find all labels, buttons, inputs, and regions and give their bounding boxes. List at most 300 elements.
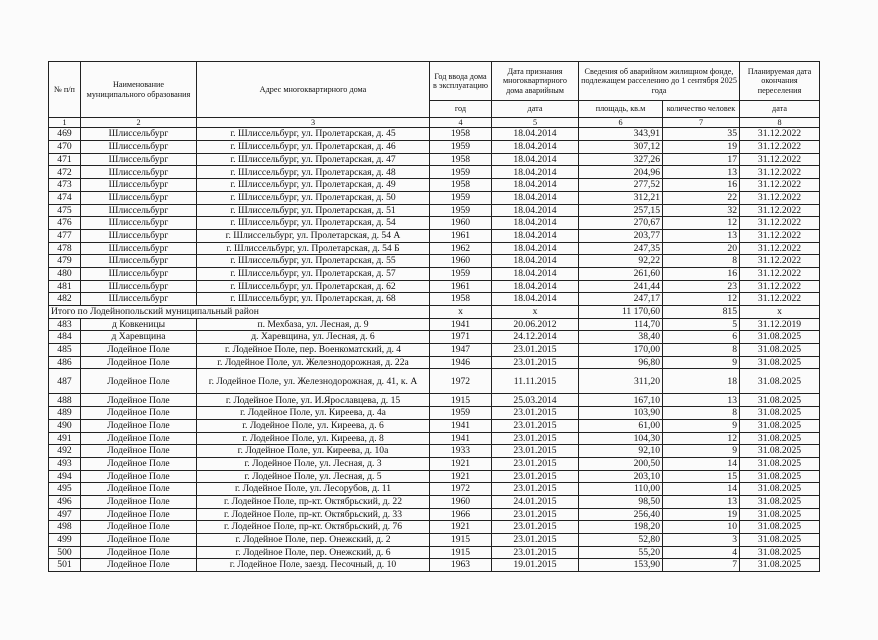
- cell-year: 1963: [430, 559, 492, 572]
- cell-date: 18.04.2014: [492, 229, 579, 242]
- table-row: [49, 331, 820, 344]
- cell-municipality: Лодейное Поле: [81, 546, 197, 559]
- table-row: [49, 534, 820, 547]
- table-row: [49, 445, 820, 458]
- cell-address: г. Лодейное Поле, пр-кт. Октябрьский, д. 76: [197, 521, 430, 534]
- cell-plan: 31.12.2022: [740, 141, 820, 154]
- cell-num: 474: [49, 191, 81, 204]
- cell-year: 1958: [430, 128, 492, 141]
- cell-plan: 31.08.2025: [740, 356, 820, 369]
- cell-date: 23.01.2015: [492, 356, 579, 369]
- cell-date: 25.03.2014: [492, 394, 579, 407]
- cell-date: 23.01.2015: [492, 445, 579, 458]
- table-body-group1: [49, 128, 820, 306]
- table-row: [49, 179, 820, 192]
- cell-year: 1959: [430, 141, 492, 154]
- cell-date: 18.04.2014: [492, 128, 579, 141]
- cell-people: 19: [663, 141, 740, 154]
- cell-address: г. Лодейное Поле, ул. Киреева, д. 6: [197, 419, 430, 432]
- cell-municipality: Лодейное Поле: [81, 356, 197, 369]
- cell-year: 1959: [430, 407, 492, 420]
- cell-people: 16: [663, 179, 740, 192]
- cell-people: 17: [663, 153, 740, 166]
- cell-date: 18.04.2014: [492, 217, 579, 230]
- cell-year: 1941: [430, 419, 492, 432]
- cell-area: 241,44: [579, 280, 663, 293]
- cell-plan: 31.08.2025: [740, 508, 820, 521]
- header-date: Дата признания многоквартирного дома аварийным: [492, 62, 579, 101]
- header-address: Адрес многоквартирного дома: [197, 62, 430, 118]
- cell-plan: 31.12.2022: [740, 179, 820, 192]
- cell-area: 261,60: [579, 267, 663, 280]
- cell-num: 490: [49, 419, 81, 432]
- cell-num: 494: [49, 470, 81, 483]
- cell-municipality: Лодейное Поле: [81, 470, 197, 483]
- table-row: [49, 141, 820, 154]
- cell-area: 103,90: [579, 407, 663, 420]
- cell-area: 270,67: [579, 217, 663, 230]
- cell-year: 1941: [430, 318, 492, 331]
- cell-year: 1958: [430, 179, 492, 192]
- cell-plan: 31.12.2022: [740, 267, 820, 280]
- cell-municipality: Шлиссельбург: [81, 191, 197, 204]
- cell-address: г. Лодейное Поле, заезд. Песочный, д. 10: [197, 559, 430, 572]
- cell-num: 480: [49, 267, 81, 280]
- cell-num: 477: [49, 229, 81, 242]
- cell-address: г. Шлиссельбург, ул. Пролетарская, д. 45: [197, 128, 430, 141]
- cell-plan: 31.12.2022: [740, 128, 820, 141]
- cell-people: 9: [663, 445, 740, 458]
- cell-area: 153,90: [579, 559, 663, 572]
- cell-people: 12: [663, 217, 740, 230]
- table-row: [49, 559, 820, 572]
- cell-plan: 31.08.2025: [740, 521, 820, 534]
- cell-people: 19: [663, 508, 740, 521]
- cell-area: 277,52: [579, 179, 663, 192]
- header-plan: Планируемая дата окончания переселения: [740, 62, 820, 101]
- cell-year: 1921: [430, 521, 492, 534]
- subheader-people: количество человек: [663, 101, 740, 118]
- cell-area: 343,91: [579, 128, 663, 141]
- cell-num: 500: [49, 546, 81, 559]
- cell-area: 96,80: [579, 356, 663, 369]
- cell-date: 23.01.2015: [492, 432, 579, 445]
- cell-num: 469: [49, 128, 81, 141]
- cell-year: 1941: [430, 432, 492, 445]
- cell-address: г. Шлиссельбург, ул. Пролетарская, д. 49: [197, 179, 430, 192]
- cell-num: 484: [49, 331, 81, 344]
- cell-date: 24.01.2015: [492, 495, 579, 508]
- cell-area: 203,10: [579, 470, 663, 483]
- cell-area: 114,70: [579, 318, 663, 331]
- cell-municipality: Шлиссельбург: [81, 229, 197, 242]
- header-info: Сведения об аварийном жилищном фонде, подлежащем расселению до 1 сентября 2025 года: [579, 62, 740, 101]
- index-cell: 1: [49, 118, 81, 128]
- cell-plan: 31.08.2025: [740, 419, 820, 432]
- cell-num: 482: [49, 293, 81, 306]
- subheader-plan: дата: [740, 101, 820, 118]
- cell-plan: 31.08.2025: [740, 445, 820, 458]
- cell-area: 327,26: [579, 153, 663, 166]
- cell-date: 18.04.2014: [492, 179, 579, 192]
- cell-area: 247,17: [579, 293, 663, 306]
- index-cell: 3: [197, 118, 430, 128]
- cell-people: 12: [663, 293, 740, 306]
- cell-municipality: Лодейное Поле: [81, 457, 197, 470]
- cell-date: 24.12.2014: [492, 331, 579, 344]
- cell-address: г. Лодейное Поле, ул. Железнодорожная, д. 22а: [197, 356, 430, 369]
- cell-address: г. Лодейное Поле, ул. Железнодорожная, д. 41, к. А: [197, 369, 430, 394]
- cell-plan: 31.12.2022: [740, 293, 820, 306]
- cell-municipality: д Харевщина: [81, 331, 197, 344]
- total-label: Итого по Лодейнопольский муниципальный район: [49, 306, 430, 319]
- total-people: 815: [663, 306, 740, 319]
- cell-area: 311,20: [579, 369, 663, 394]
- cell-num: 481: [49, 280, 81, 293]
- cell-area: 198,20: [579, 521, 663, 534]
- cell-people: 20: [663, 242, 740, 255]
- table-row: [49, 204, 820, 217]
- cell-num: 493: [49, 457, 81, 470]
- cell-num: 479: [49, 255, 81, 268]
- table-row: [49, 255, 820, 268]
- cell-municipality: Лодейное Поле: [81, 521, 197, 534]
- cell-address: г. Шлиссельбург, ул. Пролетарская, д. 48: [197, 166, 430, 179]
- cell-year: 1960: [430, 255, 492, 268]
- cell-address: г. Шлиссельбург, ул. Пролетарская, д. 62: [197, 280, 430, 293]
- cell-address: г. Шлиссельбург, ул. Пролетарская, д. 68: [197, 293, 430, 306]
- cell-year: 1959: [430, 267, 492, 280]
- cell-date: 18.04.2014: [492, 267, 579, 280]
- cell-people: 14: [663, 457, 740, 470]
- cell-year: 1958: [430, 293, 492, 306]
- cell-plan: 31.12.2022: [740, 229, 820, 242]
- cell-municipality: Шлиссельбург: [81, 204, 197, 217]
- total-row: [49, 306, 820, 319]
- cell-year: 1958: [430, 153, 492, 166]
- cell-address: г. Шлиссельбург, ул. Пролетарская, д. 57: [197, 267, 430, 280]
- cell-municipality: Шлиссельбург: [81, 267, 197, 280]
- cell-people: 18: [663, 369, 740, 394]
- table-row: [49, 128, 820, 141]
- cell-people: 8: [663, 255, 740, 268]
- cell-num: 478: [49, 242, 81, 255]
- cell-municipality: Лодейное Поле: [81, 495, 197, 508]
- header-municipality: Наименование муниципального образования: [81, 62, 197, 118]
- cell-year: 1959: [430, 191, 492, 204]
- table-row: [49, 153, 820, 166]
- table-row: [49, 457, 820, 470]
- cell-plan: 31.12.2022: [740, 204, 820, 217]
- index-cell: 4: [430, 118, 492, 128]
- cell-num: 491: [49, 432, 81, 445]
- cell-municipality: Лодейное Поле: [81, 483, 197, 496]
- cell-address: г. Лодейное Поле, пр-кт. Октябрьский, д. 22: [197, 495, 430, 508]
- cell-municipality: Лодейное Поле: [81, 432, 197, 445]
- table-body-group2: [49, 318, 820, 571]
- cell-date: 23.01.2015: [492, 344, 579, 357]
- cell-plan: 31.08.2025: [740, 457, 820, 470]
- table-row: [49, 293, 820, 306]
- table-row: [49, 407, 820, 420]
- cell-municipality: Шлиссельбург: [81, 179, 197, 192]
- cell-municipality: Шлиссельбург: [81, 128, 197, 141]
- cell-municipality: д Ковкеницы: [81, 318, 197, 331]
- cell-date: 23.01.2015: [492, 483, 579, 496]
- cell-date: 19.01.2015: [492, 559, 579, 572]
- index-cell: 2: [81, 118, 197, 128]
- cell-plan: 31.08.2025: [740, 369, 820, 394]
- cell-plan: 31.12.2022: [740, 166, 820, 179]
- cell-address: г. Шлиссельбург, ул. Пролетарская, д. 55: [197, 255, 430, 268]
- cell-year: 1933: [430, 445, 492, 458]
- cell-date: 18.04.2014: [492, 280, 579, 293]
- cell-year: 1960: [430, 495, 492, 508]
- cell-people: 6: [663, 331, 740, 344]
- cell-plan: 31.08.2025: [740, 534, 820, 547]
- cell-plan: 31.12.2022: [740, 255, 820, 268]
- cell-address: г. Шлиссельбург, ул. Пролетарская, д. 47: [197, 153, 430, 166]
- cell-address: г. Лодейное Поле, ул. Лесная, д. 3: [197, 457, 430, 470]
- cell-address: г. Лодейное Поле, ул. Киреева, д. 4а: [197, 407, 430, 420]
- cell-date: 23.01.2015: [492, 534, 579, 547]
- cell-date: 18.04.2014: [492, 191, 579, 204]
- cell-area: 247,35: [579, 242, 663, 255]
- cell-area: 204,96: [579, 166, 663, 179]
- cell-area: 104,30: [579, 432, 663, 445]
- cell-num: 485: [49, 344, 81, 357]
- cell-municipality: Лодейное Поле: [81, 344, 197, 357]
- cell-people: 7: [663, 559, 740, 572]
- table-row: [49, 521, 820, 534]
- cell-year: 1972: [430, 369, 492, 394]
- cell-people: 15: [663, 470, 740, 483]
- cell-municipality: Лодейное Поле: [81, 534, 197, 547]
- index-cell: 6: [579, 118, 663, 128]
- cell-year: 1966: [430, 508, 492, 521]
- cell-people: 4: [663, 546, 740, 559]
- table-row: [49, 432, 820, 445]
- cell-date: 23.01.2015: [492, 521, 579, 534]
- table-row: [49, 217, 820, 230]
- cell-municipality: Лодейное Поле: [81, 407, 197, 420]
- cell-num: 471: [49, 153, 81, 166]
- cell-address: п. Мехбаза, ул. Лесная, д. 9: [197, 318, 430, 331]
- cell-area: 257,15: [579, 204, 663, 217]
- cell-date: 23.01.2015: [492, 407, 579, 420]
- cell-address: д. Харевщина, ул. Лесная, д. 6: [197, 331, 430, 344]
- table-row: [49, 191, 820, 204]
- cell-year: 1915: [430, 394, 492, 407]
- cell-people: 13: [663, 394, 740, 407]
- cell-num: 496: [49, 495, 81, 508]
- cell-area: 203,77: [579, 229, 663, 242]
- cell-num: 473: [49, 179, 81, 192]
- cell-people: 5: [663, 318, 740, 331]
- index-cell: 8: [740, 118, 820, 128]
- cell-year: 1972: [430, 483, 492, 496]
- cell-area: 55,20: [579, 546, 663, 559]
- cell-area: 167,10: [579, 394, 663, 407]
- cell-address: г. Шлиссельбург, ул. Пролетарская, д. 50: [197, 191, 430, 204]
- cell-municipality: Шлиссельбург: [81, 242, 197, 255]
- cell-municipality: Шлиссельбург: [81, 217, 197, 230]
- total-date: х: [492, 306, 579, 319]
- cell-people: 8: [663, 344, 740, 357]
- index-cell: 7: [663, 118, 740, 128]
- cell-address: г. Шлиссельбург, ул. Пролетарская, д. 51: [197, 204, 430, 217]
- cell-num: 497: [49, 508, 81, 521]
- cell-address: г. Шлиссельбург, ул. Пролетарская, д. 54: [197, 217, 430, 230]
- cell-num: 488: [49, 394, 81, 407]
- cell-municipality: Лодейное Поле: [81, 394, 197, 407]
- cell-plan: 31.08.2025: [740, 546, 820, 559]
- cell-area: 170,00: [579, 344, 663, 357]
- cell-municipality: Лодейное Поле: [81, 508, 197, 521]
- cell-plan: 31.08.2025: [740, 344, 820, 357]
- cell-date: 23.01.2015: [492, 470, 579, 483]
- cell-address: г. Лодейное Поле, ул. И.Ярославцева, д. 15: [197, 394, 430, 407]
- cell-year: 1921: [430, 470, 492, 483]
- cell-address: г. Шлиссельбург, ул. Пролетарская, д. 54 Б: [197, 242, 430, 255]
- table-header: [49, 62, 820, 128]
- cell-area: 200,50: [579, 457, 663, 470]
- relocation-table: [48, 61, 820, 572]
- cell-num: 489: [49, 407, 81, 420]
- cell-year: 1959: [430, 204, 492, 217]
- cell-people: 32: [663, 204, 740, 217]
- cell-area: 92,10: [579, 445, 663, 458]
- cell-address: г. Лодейное Поле, ул. Киреева, д. 8: [197, 432, 430, 445]
- cell-people: 13: [663, 495, 740, 508]
- cell-num: 495: [49, 483, 81, 496]
- total-plan: х: [740, 306, 820, 319]
- cell-num: 483: [49, 318, 81, 331]
- cell-municipality: Лодейное Поле: [81, 369, 197, 394]
- cell-plan: 31.08.2025: [740, 483, 820, 496]
- table-row: [49, 318, 820, 331]
- cell-date: 18.04.2014: [492, 255, 579, 268]
- table-row: [49, 470, 820, 483]
- cell-plan: 31.12.2022: [740, 280, 820, 293]
- subheader-area: площадь, кв.м: [579, 101, 663, 118]
- table-row: [49, 546, 820, 559]
- cell-num: 501: [49, 559, 81, 572]
- cell-municipality: Шлиссельбург: [81, 293, 197, 306]
- cell-num: 486: [49, 356, 81, 369]
- cell-year: 1947: [430, 344, 492, 357]
- cell-year: 1946: [430, 356, 492, 369]
- cell-year: 1915: [430, 534, 492, 547]
- cell-area: 98,50: [579, 495, 663, 508]
- header-num: № п/п: [49, 62, 81, 118]
- cell-year: 1971: [430, 331, 492, 344]
- cell-people: 3: [663, 534, 740, 547]
- cell-plan: 31.08.2025: [740, 432, 820, 445]
- cell-date: 18.04.2014: [492, 166, 579, 179]
- cell-people: 13: [663, 229, 740, 242]
- cell-num: 499: [49, 534, 81, 547]
- cell-plan: 31.12.2022: [740, 217, 820, 230]
- cell-address: г. Шлиссельбург, ул. Пролетарская, д. 46: [197, 141, 430, 154]
- cell-date: 18.04.2014: [492, 293, 579, 306]
- cell-plan: 31.08.2025: [740, 470, 820, 483]
- cell-year: 1915: [430, 546, 492, 559]
- cell-plan: 31.12.2022: [740, 242, 820, 255]
- cell-num: 476: [49, 217, 81, 230]
- cell-num: 487: [49, 369, 81, 394]
- cell-date: 20.06.2012: [492, 318, 579, 331]
- cell-plan: 31.12.2022: [740, 191, 820, 204]
- cell-people: 22: [663, 191, 740, 204]
- cell-num: 470: [49, 141, 81, 154]
- cell-plan: 31.08.2025: [740, 495, 820, 508]
- cell-address: г. Шлиссельбург, ул. Пролетарская, д. 54 А: [197, 229, 430, 242]
- cell-year: 1959: [430, 166, 492, 179]
- index-cell: 5: [492, 118, 579, 128]
- cell-year: 1961: [430, 280, 492, 293]
- total-area: 11 170,60: [579, 306, 663, 319]
- cell-num: 472: [49, 166, 81, 179]
- cell-year: 1960: [430, 217, 492, 230]
- cell-municipality: Лодейное Поле: [81, 445, 197, 458]
- cell-municipality: Лодейное Поле: [81, 419, 197, 432]
- cell-address: г. Лодейное Поле, ул. Лесорубов, д. 11: [197, 483, 430, 496]
- table-row: [49, 394, 820, 407]
- cell-plan: 31.08.2025: [740, 407, 820, 420]
- cell-municipality: Шлиссельбург: [81, 141, 197, 154]
- table-row: [49, 419, 820, 432]
- cell-address: г. Лодейное Поле, пер. Онежский, д. 2: [197, 534, 430, 547]
- cell-year: 1961: [430, 229, 492, 242]
- cell-people: 35: [663, 128, 740, 141]
- cell-area: 92,22: [579, 255, 663, 268]
- cell-area: 38,40: [579, 331, 663, 344]
- cell-municipality: Шлиссельбург: [81, 166, 197, 179]
- cell-date: 23.01.2015: [492, 457, 579, 470]
- total-year: х: [430, 306, 492, 319]
- cell-address: г. Лодейное Поле, пр-кт. Октябрьский, д. 33: [197, 508, 430, 521]
- cell-area: 256,40: [579, 508, 663, 521]
- table-row: [49, 166, 820, 179]
- table-row: [49, 508, 820, 521]
- cell-plan: 31.08.2025: [740, 331, 820, 344]
- cell-municipality: Шлиссельбург: [81, 255, 197, 268]
- cell-plan: 31.12.2019: [740, 318, 820, 331]
- table-row: [49, 267, 820, 280]
- cell-municipality: Лодейное Поле: [81, 559, 197, 572]
- table-row: [49, 344, 820, 357]
- cell-date: 18.04.2014: [492, 153, 579, 166]
- cell-address: г. Лодейное Поле, пер. Военкоматский, д. 4: [197, 344, 430, 357]
- table-body-total: [49, 306, 820, 319]
- cell-people: 12: [663, 432, 740, 445]
- cell-people: 13: [663, 166, 740, 179]
- cell-date: 18.04.2014: [492, 242, 579, 255]
- cell-address: г. Лодейное Поле, пер. Онежский, д. 6: [197, 546, 430, 559]
- subheader-date: дата: [492, 101, 579, 118]
- table-row: [49, 242, 820, 255]
- table-row: [49, 369, 820, 394]
- table-row: [49, 229, 820, 242]
- table-row: [49, 495, 820, 508]
- cell-people: 9: [663, 419, 740, 432]
- cell-date: 18.04.2014: [492, 204, 579, 217]
- cell-area: 307,12: [579, 141, 663, 154]
- cell-num: 475: [49, 204, 81, 217]
- cell-address: г. Лодейное Поле, ул. Киреева, д. 10а: [197, 445, 430, 458]
- cell-municipality: Шлиссельбург: [81, 280, 197, 293]
